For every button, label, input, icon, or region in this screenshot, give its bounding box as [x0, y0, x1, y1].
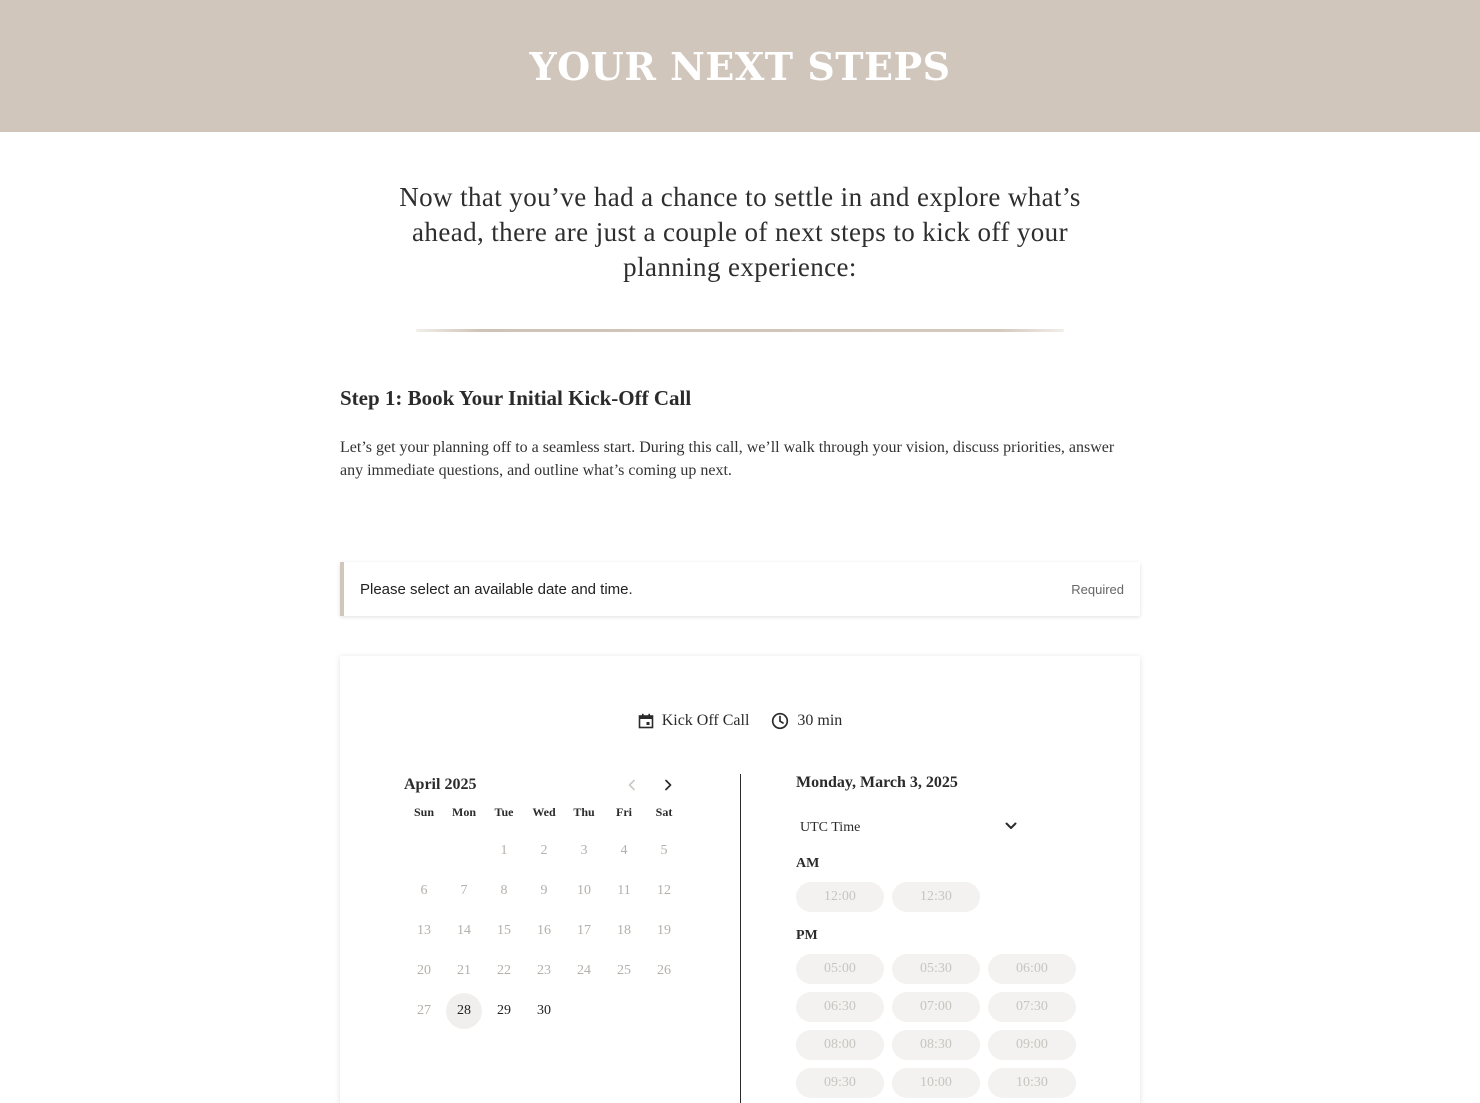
calendar-day: 11 [617, 883, 631, 898]
calendar-days [404, 831, 684, 1031]
chevron-right-icon[interactable] [658, 775, 678, 795]
am-slots [796, 882, 1096, 912]
page-title: YOUR NEXT STEPS [529, 43, 951, 89]
event-meta [340, 712, 1140, 730]
calendar-day: 26 [657, 963, 671, 978]
calendar-icon [638, 713, 654, 729]
weekday-label: Thu [573, 805, 595, 819]
calendar-blank [404, 831, 444, 871]
calendar-day: 24 [577, 963, 591, 978]
calendar-day: 25 [617, 963, 631, 978]
event-duration-label: 30 min [797, 712, 843, 729]
clock-icon [771, 712, 789, 730]
calendar-day: 18 [617, 923, 631, 938]
weekday-label: Sat [655, 805, 673, 819]
booking-widget [340, 656, 1140, 1103]
time-slot[interactable]: 10:30 [988, 1068, 1076, 1098]
calendar-day: 17 [577, 923, 591, 938]
time-slot[interactable]: 12:30 [892, 882, 980, 912]
calendar-day: 19 [657, 923, 671, 938]
pm-slots [796, 954, 1096, 1098]
calendar-day[interactable]: 29 [497, 1003, 511, 1018]
calendar-day: 14 [457, 923, 471, 938]
time-slot[interactable]: 10:00 [892, 1068, 980, 1098]
calendar-day: 20 [417, 963, 431, 978]
calendar-day[interactable]: 30 [537, 1003, 551, 1018]
time-picker [796, 774, 1096, 1098]
timezone-value: UTC Time [800, 820, 861, 835]
required-label: Required [1071, 581, 1124, 597]
time-slot[interactable]: 09:30 [796, 1068, 884, 1098]
calendar-header [404, 774, 684, 796]
calendar-day: 1 [500, 843, 508, 858]
chevron-down-icon [1004, 819, 1018, 838]
calendar-day: 8 [500, 883, 508, 898]
calendar-day: 16 [537, 923, 551, 938]
weekday-label: Wed [532, 805, 556, 819]
time-slot[interactable]: 08:30 [892, 1030, 980, 1060]
calendar-day: 3 [580, 843, 588, 858]
event-name-label: Kick Off Call [661, 712, 750, 729]
time-slot[interactable]: 06:00 [988, 954, 1076, 984]
time-slot[interactable]: 07:30 [988, 992, 1076, 1022]
pm-label: PM [796, 928, 818, 943]
validation-notice [340, 562, 1140, 616]
am-label: AM [796, 856, 820, 871]
timezone-select[interactable] [796, 814, 1022, 842]
calendar-day: 7 [460, 883, 468, 898]
calendar-day: 12 [657, 883, 671, 898]
time-slot[interactable]: 07:00 [892, 992, 980, 1022]
weekday-label: Tue [494, 805, 514, 819]
time-slot[interactable]: 08:00 [796, 1030, 884, 1060]
time-slot[interactable]: 05:30 [892, 954, 980, 984]
event-duration [771, 712, 842, 730]
calendar-day: 21 [457, 963, 471, 978]
month-calendar [404, 774, 684, 1031]
step-1-title: Step 1: Book Your Initial Kick-Off Call [340, 386, 692, 410]
calendar-day: 9 [540, 883, 548, 898]
calendar-day: 27 [417, 1003, 431, 1018]
time-slot[interactable]: 06:30 [796, 992, 884, 1022]
calendar-day: 4 [620, 843, 628, 858]
calendar-day: 2 [540, 843, 548, 858]
calendar-day: 5 [660, 843, 668, 858]
weekday-row [404, 802, 684, 822]
intro-text: Now that you’ve had a chance to settle in and explore what’s ahead, there are just a couple of next steps to kick off your planning experience: [399, 182, 1081, 282]
time-slot[interactable]: 05:00 [796, 954, 884, 984]
calendar-day[interactable] [444, 991, 484, 1031]
weekday-label: Mon [452, 805, 476, 819]
calendar-nav [622, 775, 678, 795]
event-name [638, 712, 750, 730]
time-slot[interactable]: 09:00 [988, 1030, 1076, 1060]
time-slot[interactable]: 12:00 [796, 882, 884, 912]
calendar-day: 23 [537, 963, 551, 978]
calendar-day-label: 28 [446, 993, 482, 1029]
notice-message: Please select an available date and time. [360, 580, 633, 598]
calendar-blank [444, 831, 484, 871]
page-header [0, 0, 1480, 132]
divider [416, 329, 1064, 332]
selected-date: Monday, March 3, 2025 [796, 774, 958, 791]
calendar-day: 10 [577, 883, 591, 898]
calendar-day: 15 [497, 923, 511, 938]
calendar-day: 13 [417, 923, 431, 938]
calendar-day: 22 [497, 963, 511, 978]
chevron-left-icon[interactable] [622, 775, 642, 795]
calendar-month: April 2025 [404, 776, 477, 793]
calendar-day: 6 [420, 883, 428, 898]
step-1-description: Let’s get your planning off to a seamless start. During this call, we’ll walk through your vision, discuss priorities, answer any immediate questions, and outline what’s coming up next. [340, 439, 1115, 479]
weekday-label: Sun [413, 805, 435, 819]
column-divider [740, 774, 741, 1103]
weekday-label: Fri [616, 805, 632, 819]
